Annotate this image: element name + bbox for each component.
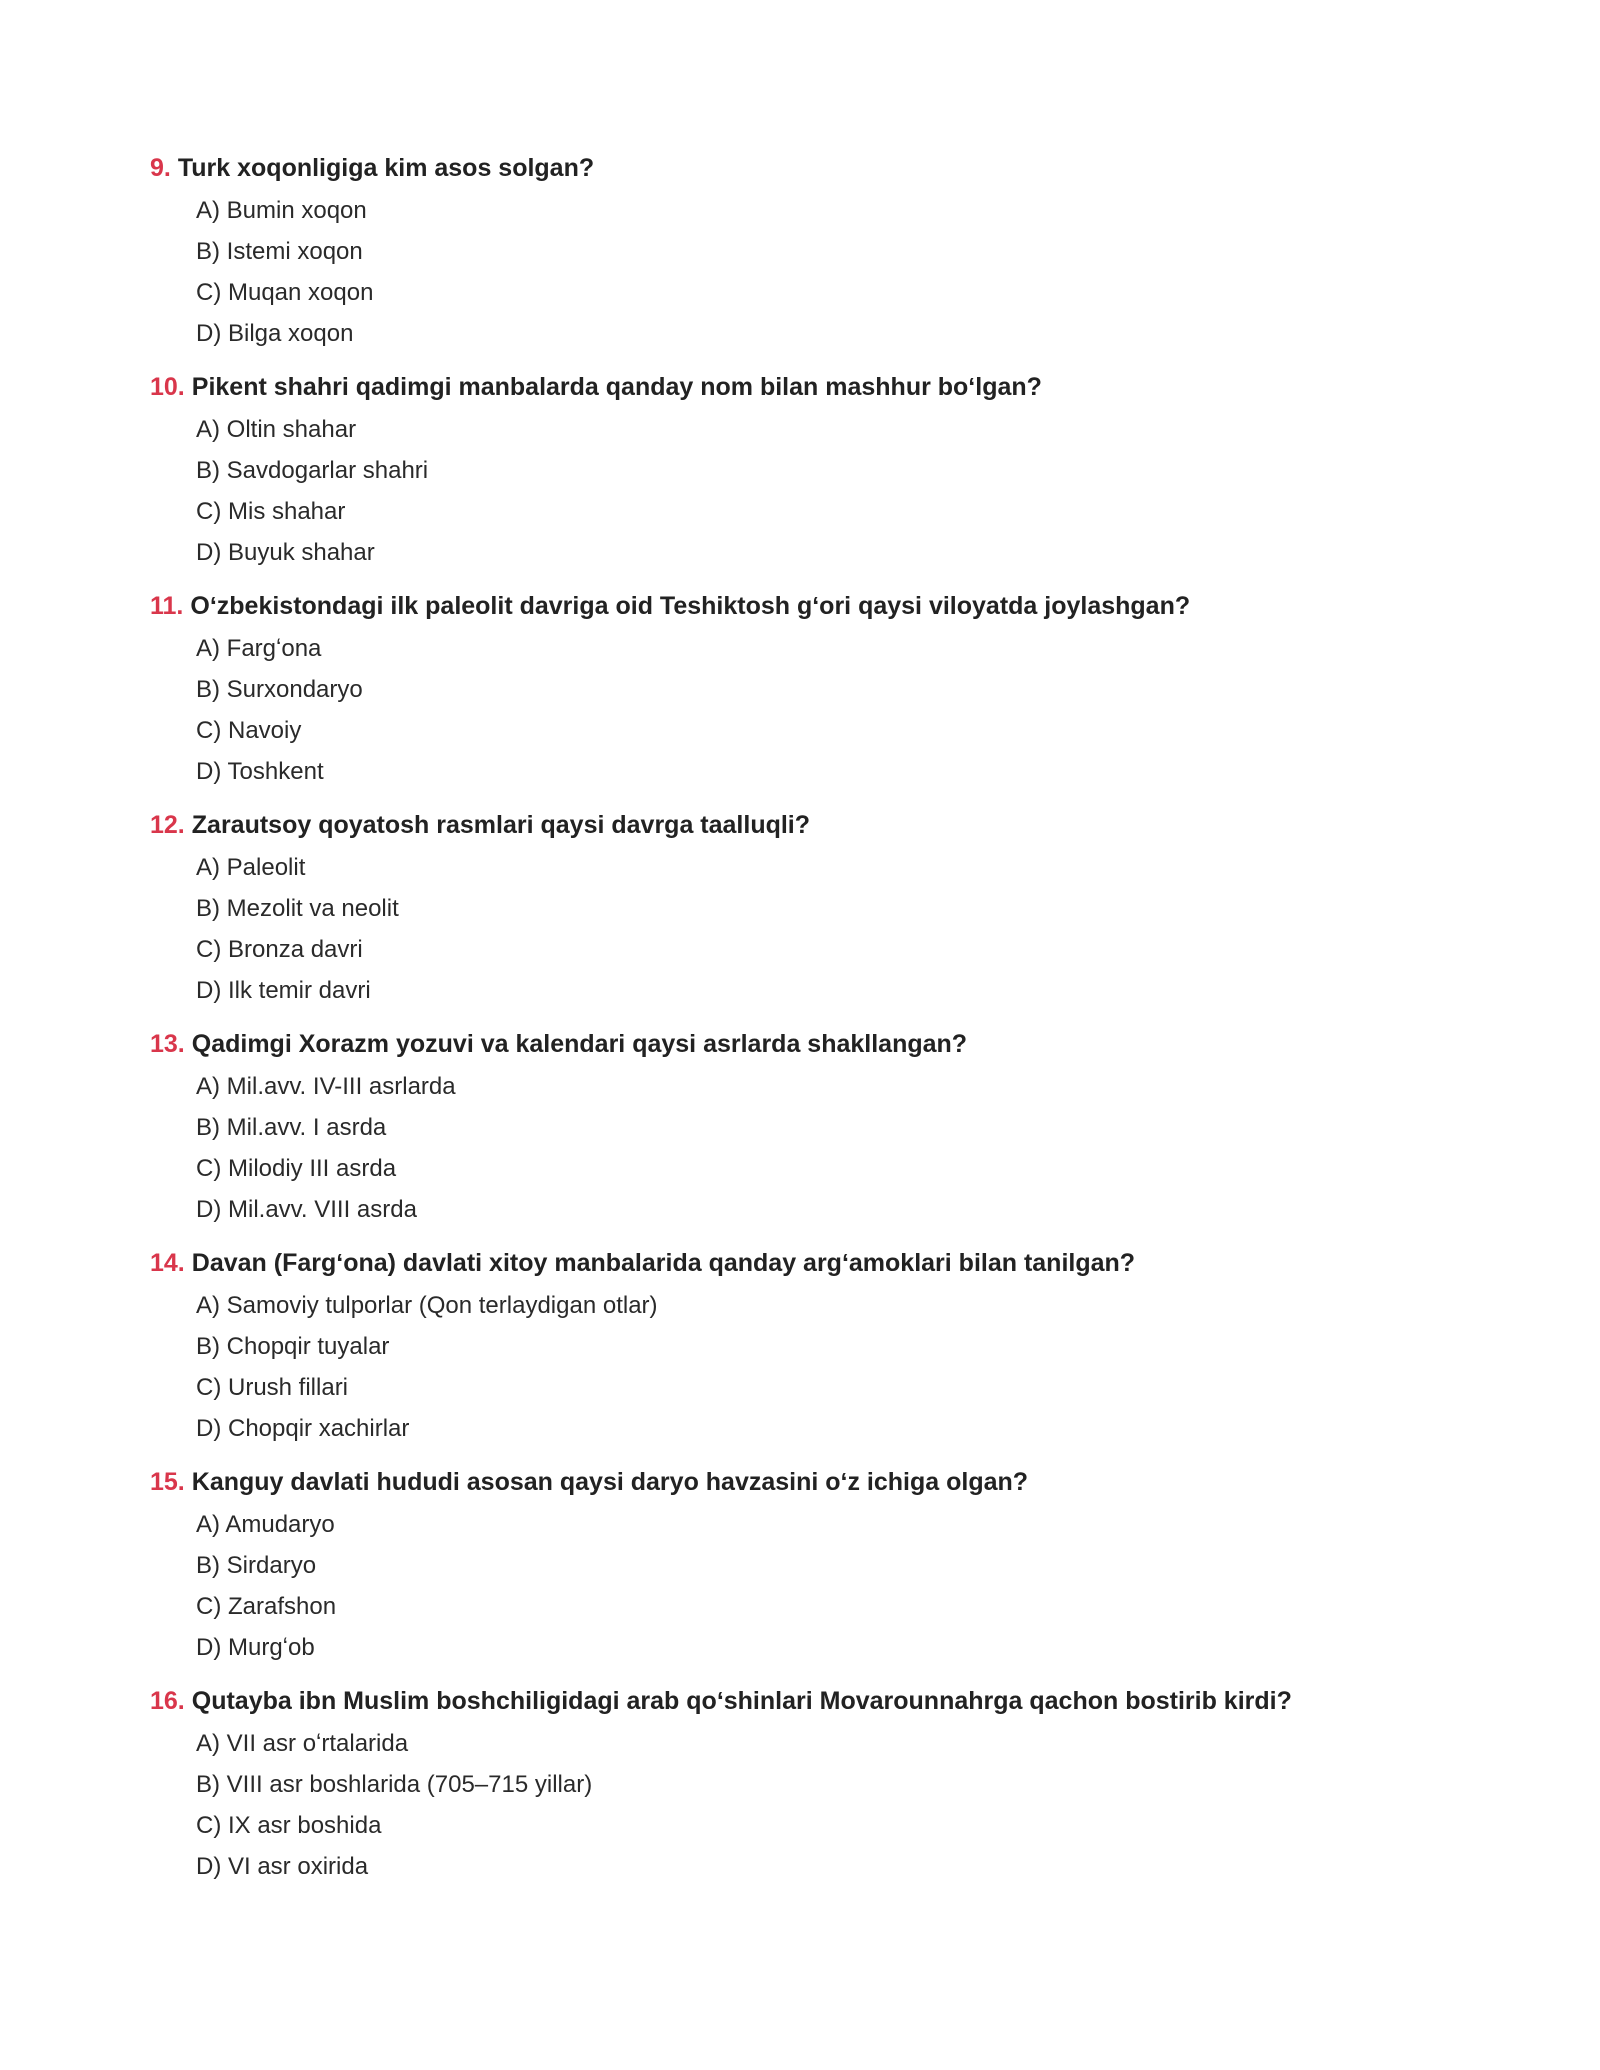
question-heading xyxy=(150,1022,1500,1066)
answer-option-d: D) Ilk temir davri xyxy=(196,977,371,1004)
answer-option-c: C) Muqan xoqon xyxy=(196,279,374,306)
answer-option-a: A) Oltin shahar xyxy=(196,416,357,443)
answer-option-c: C) Bronza davri xyxy=(196,936,363,963)
answer-options xyxy=(150,628,1500,792)
question-heading xyxy=(150,1241,1500,1285)
answer-option-b: B) Chopqir tuyalar xyxy=(196,1333,390,1360)
answer-options xyxy=(150,409,1500,573)
answer-option-d: D) VI asr oxirida xyxy=(196,1853,369,1880)
question-number: 9. xyxy=(150,154,171,182)
question-heading xyxy=(150,146,1500,190)
answer-option-a: A) VII asr oʻrtalarida xyxy=(196,1730,409,1757)
question-heading xyxy=(150,365,1500,409)
question-text: Zarautsoy qoyatosh rasmlari qaysi davrga taalluqli? xyxy=(191,811,811,839)
question-text: Davan (Fargʻona) davlati xitoy manbalarida qanday argʻamoklari bilan tanilgan? xyxy=(191,1249,1136,1277)
question-number: 11. xyxy=(150,592,184,620)
answer-option-b: B) Surxondaryo xyxy=(196,676,363,703)
question-13 xyxy=(150,1022,1500,1230)
question-number: 14. xyxy=(150,1249,185,1277)
answer-option-b: B) Mil.avv. I asrda xyxy=(196,1114,387,1141)
question-number: 10. xyxy=(150,373,185,401)
answer-option-d: D) Chopqir xachirlar xyxy=(196,1415,410,1442)
question-heading xyxy=(150,1679,1500,1723)
question-10 xyxy=(150,365,1500,573)
answer-option-b: B) VIII asr boshlarida (705–715 yillar) xyxy=(196,1771,593,1798)
answer-option-a: A) Fargʻona xyxy=(196,635,322,662)
answer-options xyxy=(150,847,1500,1011)
question-text: Qutayba ibn Muslim boshchiligidagi arab qoʻshinlari Movarounnahrga qachon bostirib kirdi? xyxy=(191,1687,1292,1715)
answer-options xyxy=(150,1504,1500,1668)
answer-option-d: D) Buyuk shahar xyxy=(196,539,375,566)
answer-option-c: C) Urush fillari xyxy=(196,1374,349,1401)
answer-options xyxy=(150,1066,1500,1230)
question-11 xyxy=(150,584,1500,792)
answer-option-b: B) Sirdaryo xyxy=(196,1552,317,1579)
answer-option-b: B) Istemi xoqon xyxy=(196,238,363,265)
answer-option-b: B) Savdogarlar shahri xyxy=(196,457,429,484)
question-text: Pikent shahri qadimgi manbalarda qanday nom bilan mashhur boʻlgan? xyxy=(191,373,1042,401)
question-number: 16. xyxy=(150,1687,185,1715)
answer-option-c: C) Mis shahar xyxy=(196,498,346,525)
answer-option-d: D) Toshkent xyxy=(196,758,324,785)
answer-options xyxy=(150,1285,1500,1449)
answer-option-c: C) Navoiy xyxy=(196,717,302,744)
question-heading xyxy=(150,584,1500,628)
question-text: Turk xoqonligiga kim asos solgan? xyxy=(177,154,595,182)
answer-option-c: C) Zarafshon xyxy=(196,1593,337,1620)
answer-option-d: D) Murgʻob xyxy=(196,1634,315,1661)
question-14 xyxy=(150,1241,1500,1449)
question-number: 15. xyxy=(150,1468,185,1496)
answer-option-d: D) Mil.avv. VIII asrda xyxy=(196,1196,417,1223)
question-12 xyxy=(150,803,1500,1011)
answer-option-c: C) IX asr boshida xyxy=(196,1812,382,1839)
answer-option-a: A) Paleolit xyxy=(196,854,306,881)
answer-option-a: A) Bumin xoqon xyxy=(196,197,367,224)
question-text: Kanguy davlati hududi asosan qaysi daryo havzasini oʻz ichiga olgan? xyxy=(191,1468,1029,1496)
answer-option-a: A) Mil.avv. IV-III asrlarda xyxy=(196,1073,456,1100)
answer-option-b: B) Mezolit va neolit xyxy=(196,895,399,922)
question-9 xyxy=(150,146,1500,354)
answer-options xyxy=(150,1723,1500,1887)
question-text: Oʻzbekistondagi ilk paleolit davriga oid Teshiktosh gʻori qaysi viloyatda joylashgan? xyxy=(190,592,1191,620)
question-text: Qadimgi Xorazm yozuvi va kalendari qaysi asrlarda shakllangan? xyxy=(191,1030,968,1058)
answer-option-c: C) Milodiy III asrda xyxy=(196,1155,397,1182)
answer-option-a: A) Amudaryo xyxy=(196,1511,335,1538)
question-heading xyxy=(150,803,1500,847)
answer-option-a: A) Samoviy tulporlar (Qon terlaydigan otlar) xyxy=(196,1292,658,1319)
question-16 xyxy=(150,1679,1500,1887)
question-number: 12. xyxy=(150,811,185,839)
answer-options xyxy=(150,190,1500,354)
answer-option-d: D) Bilga xoqon xyxy=(196,320,354,347)
question-heading xyxy=(150,1460,1500,1504)
question-15 xyxy=(150,1460,1500,1668)
question-number: 13. xyxy=(150,1030,185,1058)
